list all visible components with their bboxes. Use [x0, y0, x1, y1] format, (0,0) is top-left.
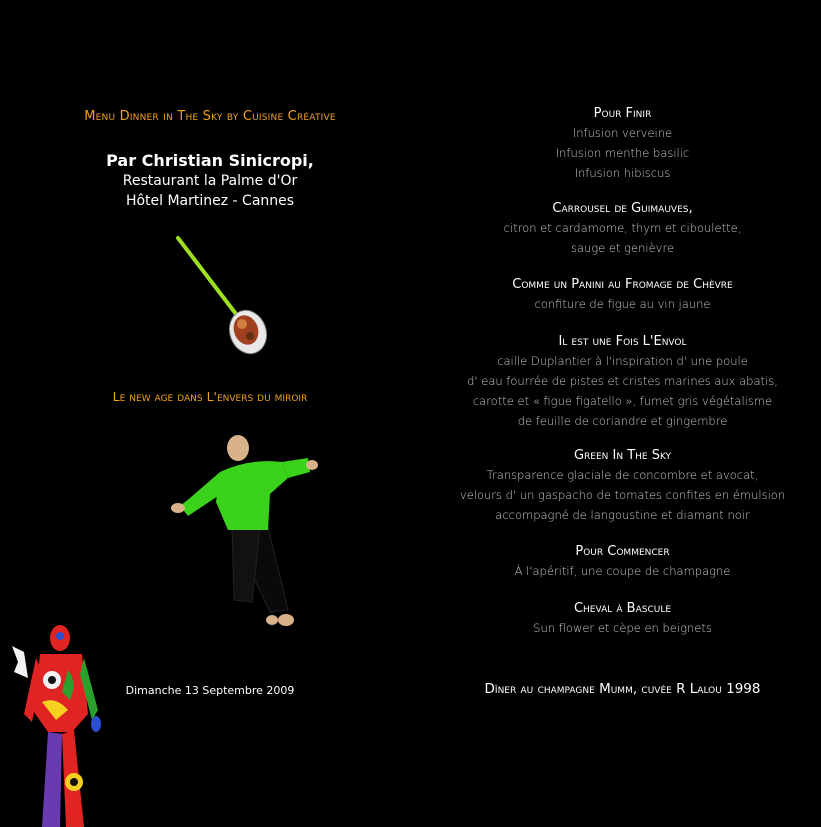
course-title: Pour Finir: [593, 106, 652, 121]
course-line: de feuille de coriandre et gingembre: [517, 414, 728, 428]
event-date: Dimanche 13 Septembre 2009: [125, 684, 295, 697]
spoon-illustration: [168, 232, 278, 362]
course-line: À l'apéritif, une coupe de champagne: [514, 564, 731, 578]
course-line: Transparence glaciale de concombre et avocat,: [486, 468, 759, 482]
course-title: Green In The Sky: [573, 448, 672, 463]
course-line: Infusion verveine: [572, 126, 673, 140]
menu-subtitle: Le new age dans L'envers du miroir: [112, 389, 308, 404]
course-line: caille Duplantier à l'inspiration d' une poule: [497, 354, 748, 368]
course-line: Sun flower et cèpe en beignets: [533, 621, 712, 635]
restaurant-name: Restaurant la Palme d'Or: [122, 173, 298, 189]
chef-name: Par Christian Sinicropi,: [106, 151, 314, 170]
course-line: Infusion hibiscus: [574, 166, 671, 180]
course-line: citron et cardamome, thym et ciboulette,: [503, 221, 742, 235]
course-title: Il est une Fois L'Envol: [558, 334, 687, 349]
course-pour-commencer: [440, 542, 805, 581]
hotel-name: Hôtel Martinez - Cannes: [125, 193, 295, 209]
course-title: Pour Commencer: [575, 544, 670, 559]
course-line: carotte et « figue figatello », fumet gris végétalisme: [472, 394, 773, 408]
course-pour-finir: [440, 104, 805, 183]
course-envol: [440, 332, 805, 431]
course-line: accompagné de langoustine et diamant noir: [495, 508, 750, 522]
course-line: Infusion menthe basilic: [555, 146, 690, 160]
course-title: Cheval à Bascule: [573, 601, 672, 616]
course-green-in-the-sky: [440, 446, 805, 525]
champagne-footer: Dîner au champagne Mumm, cuvée R Lalou 1998: [484, 681, 761, 697]
course-line: d' eau fourrée de pistes et cristes marines aux abatis,: [467, 374, 778, 388]
flying-man-illustration: [160, 432, 320, 637]
course-title: Carrousel de Guimauves,: [552, 201, 693, 216]
course-carrousel: [440, 199, 805, 258]
course-cheval-a-bascule: [440, 599, 805, 638]
menu-title: Menu Dinner in The Sky by Cuisine Créative: [84, 109, 336, 124]
course-line: sauge et genièvre: [570, 241, 675, 255]
course-line: confiture de figue au vin jaune: [534, 297, 711, 311]
course-line: velours d' un gaspacho de tomates confites en émulsion: [459, 488, 786, 502]
painted-statue-illustration: [12, 622, 112, 827]
course-title: Comme un Panini au Fromage de Chèvre: [512, 277, 733, 292]
course-panini: [440, 275, 805, 314]
